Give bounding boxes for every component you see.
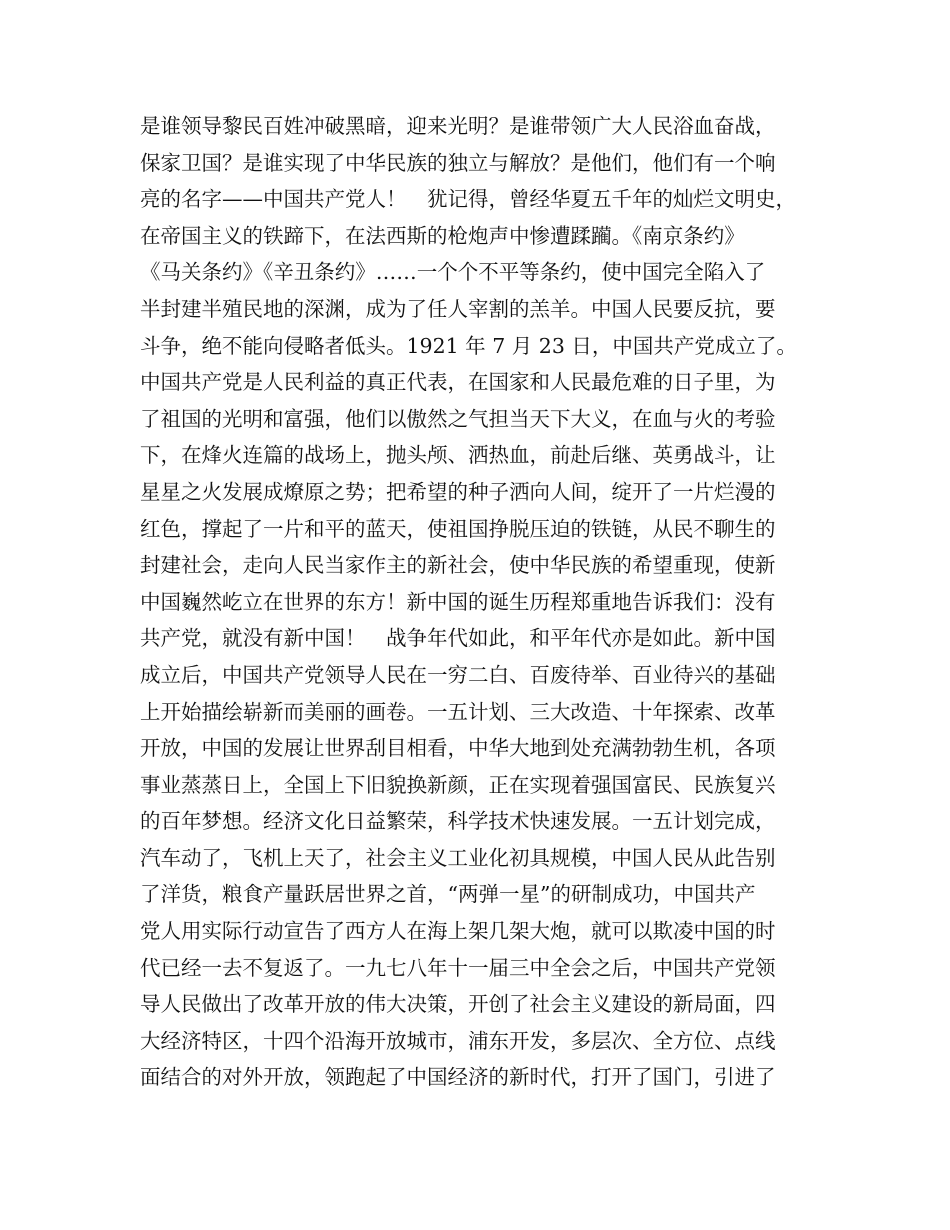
text-line: 是谁领导黎民百姓冲破黑暗，迎来光明？是谁带领广大人民浴血奋战， — [140, 114, 776, 138]
text-line: 大经济特区，十四个沿海开放城市，浦东开发，多层次、全方位、点线 — [140, 1028, 776, 1053]
text-line: 开放，中国的发展让世界刮目相看，中华大地到处充满勃勃生机，各项 — [140, 736, 776, 761]
text-line: 导人民做出了改革开放的伟大决策，开创了社会主义建设的新局面，四 — [140, 992, 776, 1017]
text-line: 共产党，就没有新中国！ 战争年代如此，和平年代亦是如此。新中国 — [140, 626, 776, 651]
text-line: 代已经一去不复返了。一九七八年十一届三中全会之后，中国共产党领 — [140, 955, 776, 980]
text-line: 中国共产党是人民利益的真正代表，在国家和人民最危难的日子里，为 — [140, 370, 776, 395]
text-line: 党人用实际行动宣告了西方人在海上架几架大炮，就可以欺凌中国的时 — [140, 919, 776, 944]
text-line: 下，在烽火连篇的战场上，抛头颅、洒热血，前赴后继、英勇战斗，让 — [140, 443, 776, 468]
text-line: 《马关条约》《辛丑条约》……一个个不平等条约，使中国完全陷入了 — [140, 260, 766, 285]
text-line: 事业蒸蒸日上，全国上下旧貌换新颜，正在实现着强国富民、民族复兴 — [140, 772, 776, 797]
text-line: 中国巍然屹立在世界的东方！新中国的诞生历程郑重地告诉我们：没有 — [140, 589, 776, 614]
text-line: 面结合的对外开放，领跑起了中国经济的新时代，打开了国门，引进了 — [140, 1065, 776, 1090]
text-line: 了祖国的光明和富强，他们以傲然之气担当天下大义，在血与火的考验 — [140, 406, 776, 431]
text-line: 上开始描绘崭新而美丽的画卷。一五计划、三大改造、十年探索、改革 — [140, 699, 776, 724]
text-line: 红色，撑起了一片和平的蓝天，使祖国挣脱压迫的铁链，从民不聊生的 — [140, 516, 776, 541]
text-line: 半封建半殖民地的深渊，成为了任人宰割的羔羊。中国人民要反抗，要 — [140, 296, 776, 321]
text-line: 亮的名字——中国共产党人！ 犹记得，曾经华夏五千年的灿烂文明史， — [140, 187, 796, 212]
text-line: 星星之火发展成燎原之势；把希望的种子洒向人间，绽开了一片烂漫的 — [140, 479, 776, 504]
text-line: 在帝国主义的铁蹄下，在法西斯的枪炮声中惨遭蹂躏。《南京条约》 — [140, 223, 745, 248]
body-text — [140, 108, 830, 1096]
text-line: 汽车动了，飞机上天了，社会主义工业化初具规模，中国人民从此告别 — [140, 845, 776, 870]
text-line: 了洋货，粮食产量跃居世界之首，“两弹一星”的研制成功，中国共产 — [140, 882, 756, 907]
text-line: 封建社会，走向人民当家作主的新社会，使中华民族的希望重现，使新 — [140, 553, 776, 578]
text-line: 斗争，绝不能向侵略者低头。1921 年 7 月 23 日，中国共产党成立了。 — [140, 333, 797, 358]
text-line: 保家卫国？是谁实现了中华民族的独立与解放？是他们，他们有一个响 — [140, 150, 776, 175]
text-line: 成立后，中国共产党领导人民在一穷二白、百废待举、百业待兴的基础 — [140, 662, 776, 687]
text-line: 的百年梦想。经济文化日益繁荣，科学技术快速发展。一五计划完成， — [140, 809, 776, 834]
